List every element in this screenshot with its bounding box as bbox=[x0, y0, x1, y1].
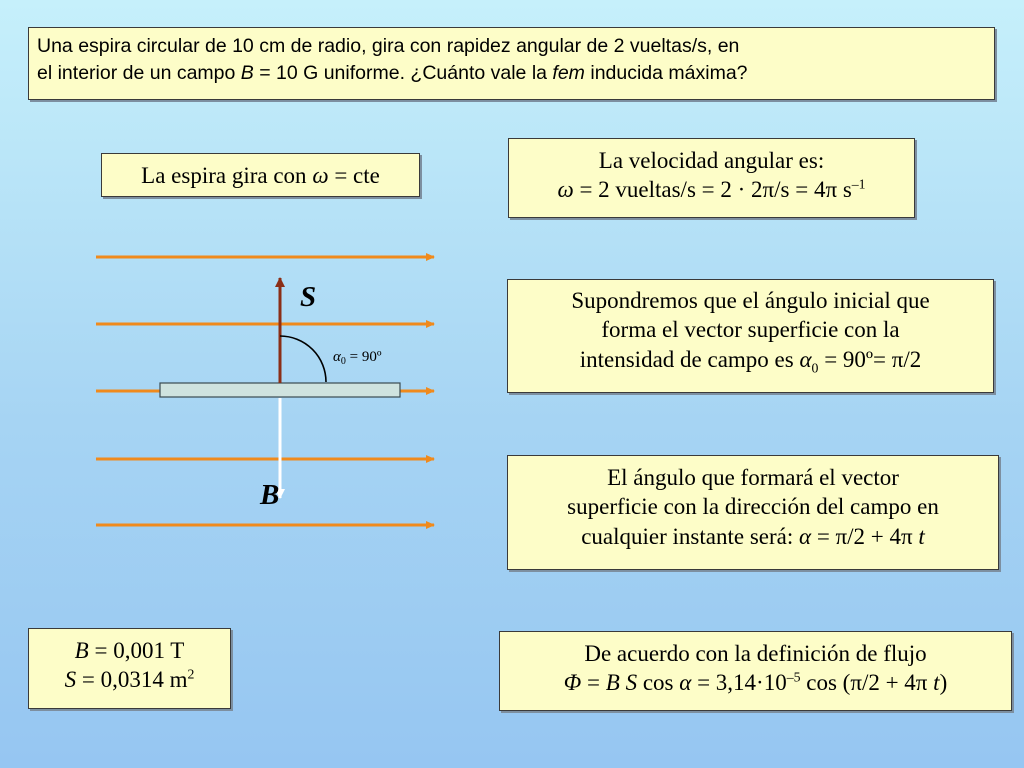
flux-line-1: De acuerdo con la definición de flujo bbox=[584, 641, 927, 666]
s-symbol: S bbox=[64, 667, 77, 693]
problem-fem: fem bbox=[552, 61, 585, 84]
angle-value: = 90º bbox=[345, 349, 382, 365]
angle-time-text: cualquier instante será: bbox=[581, 523, 799, 549]
flux-eq: ) bbox=[939, 670, 948, 696]
angular-velocity-line-1: La velocidad angular es: bbox=[598, 148, 825, 173]
initial-angle-text: intensidad de campo es bbox=[579, 346, 800, 372]
rotation-text-b: = cte bbox=[328, 163, 380, 188]
alpha-symbol: α bbox=[679, 670, 692, 696]
problem-text: inducida máxima? bbox=[584, 61, 748, 84]
label-b: B bbox=[260, 479, 280, 511]
flux-eq: cos bbox=[637, 670, 680, 696]
s-value-text: = 0,0314 m bbox=[76, 667, 188, 693]
loop-edge bbox=[160, 383, 400, 397]
angle-time-line-1: El ángulo que formará el vector bbox=[607, 465, 899, 490]
problem-text: el interior de un campo bbox=[37, 61, 241, 84]
angular-velocity-eq: = 2 vueltas/s = 2 · 2π/s = 4π s bbox=[573, 177, 852, 203]
time-symbol: t bbox=[918, 523, 925, 549]
rotation-text-a: La espira gira con bbox=[141, 163, 313, 188]
flux-eq: = 3,14·10 bbox=[691, 670, 787, 696]
b-value-text: = 0,001 T bbox=[88, 638, 185, 663]
exponent: 2 bbox=[187, 666, 195, 682]
angle-time-line-2: superficie con la dirección del campo en bbox=[567, 494, 939, 520]
label-s: S bbox=[300, 281, 317, 313]
alpha-symbol: α bbox=[799, 523, 812, 549]
flux-eq: cos (π/2 + 4π bbox=[800, 670, 934, 696]
b-symbol: B bbox=[74, 638, 89, 663]
omega-symbol: ω bbox=[557, 177, 574, 203]
problem-symbol-b: B bbox=[240, 61, 254, 84]
angle-sub: 0 bbox=[340, 356, 346, 367]
alpha-symbol: α bbox=[799, 346, 812, 372]
angle-time-eq: = π/2 + 4π bbox=[811, 523, 919, 549]
problem-text: = 10 G uniforme. ¿Cuánto vale la bbox=[253, 61, 553, 84]
b-symbol: B bbox=[605, 670, 620, 696]
phi-symbol: Φ bbox=[563, 670, 582, 696]
initial-angle-line-1: Supondremos que el ángulo inicial que bbox=[571, 288, 930, 313]
initial-angle-line-2: forma el vector superficie con la bbox=[601, 317, 900, 343]
angle-label bbox=[333, 349, 382, 367]
subscript: 0 bbox=[811, 360, 819, 376]
angle-arc bbox=[280, 336, 326, 382]
time-symbol: t bbox=[933, 670, 940, 696]
initial-angle-value: = 90º= π/2 bbox=[818, 346, 922, 372]
exponent: –1 bbox=[851, 176, 866, 192]
exponent: –5 bbox=[786, 669, 801, 685]
s-symbol: S bbox=[625, 670, 638, 696]
angle-alpha: α bbox=[333, 349, 341, 365]
flux-eq: = bbox=[581, 670, 606, 696]
omega-symbol: ω bbox=[312, 163, 329, 188]
problem-line-1: Una espira circular de 10 cm de radio, gira con rapidez angular de 2 vueltas/s, en bbox=[37, 35, 740, 57]
